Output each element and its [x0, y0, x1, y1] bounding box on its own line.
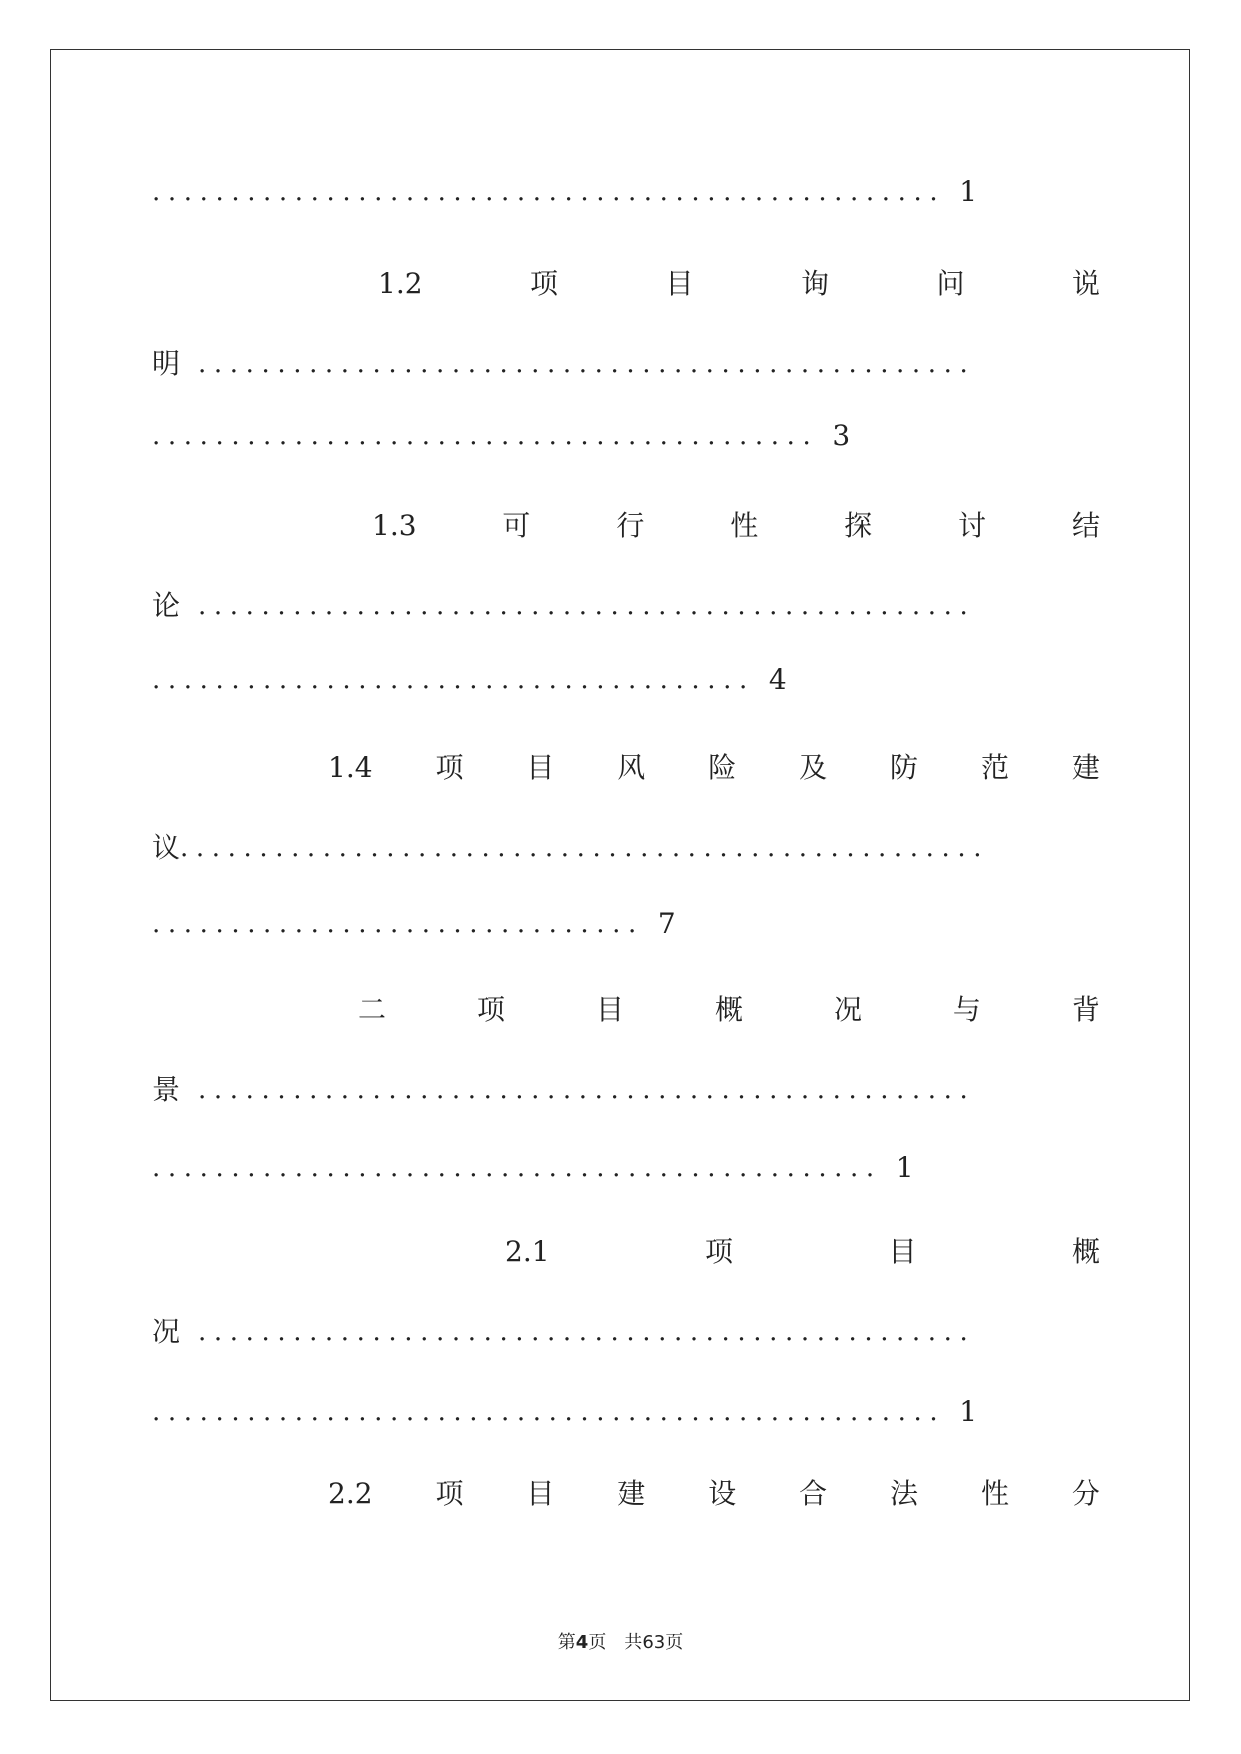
- dot-leader: ..........................................: [152, 421, 819, 451]
- title-char: 项: [530, 267, 559, 300]
- page-footer: [0, 1628, 1241, 1654]
- title-char: 行: [616, 509, 645, 542]
- toc-leader-line: [152, 172, 1100, 212]
- dot-leader: ..................................................: [152, 1397, 946, 1427]
- title-char: 讨: [958, 509, 987, 542]
- title-char: 结: [1071, 509, 1100, 542]
- dot-leader: ..............................................: [152, 1153, 882, 1183]
- title-char: 建: [1071, 751, 1100, 784]
- toc-leader-line: [152, 1392, 1100, 1432]
- title-char: 议: [152, 831, 181, 864]
- title-char: 背: [1071, 993, 1100, 1026]
- section-number: 1.4: [328, 751, 373, 784]
- title-char: 概: [1071, 1235, 1100, 1268]
- toc-title-line: [358, 990, 1100, 1030]
- toc-title-line: [378, 264, 1100, 304]
- title-char: 建: [617, 1477, 646, 1510]
- toc-leader-line: [152, 660, 1100, 700]
- title-char: 设: [708, 1477, 737, 1510]
- page-number: 7: [657, 907, 676, 940]
- title-char: 风: [617, 751, 646, 784]
- title-char: 论: [152, 589, 181, 622]
- toc-title-line: [328, 748, 1100, 788]
- toc-title-line: [505, 1232, 1100, 1272]
- dot-leader: .................................................: [198, 1075, 976, 1105]
- title-char: 景: [152, 1073, 181, 1106]
- title-char: 性: [730, 509, 759, 542]
- page-number: 1: [959, 1395, 978, 1428]
- toc-label-line: [152, 1312, 1100, 1352]
- footer-mid: 页 共: [588, 1632, 643, 1653]
- title-char: 目: [526, 751, 555, 784]
- dot-leader: ...................................................: [180, 833, 990, 863]
- footer-suffix: 页: [665, 1632, 684, 1653]
- title-char: 概: [714, 993, 743, 1026]
- title-char: 与: [952, 993, 981, 1026]
- title-char: 说: [1071, 267, 1100, 300]
- dot-leader: .................................................: [198, 591, 976, 621]
- dot-leader: .................................................: [198, 1317, 976, 1347]
- title-char: 防: [890, 751, 919, 784]
- title-char: 险: [708, 751, 737, 784]
- title-char: 探: [844, 509, 873, 542]
- title-char: 目: [888, 1235, 917, 1268]
- title-char: 合: [799, 1477, 828, 1510]
- title-char: 询: [800, 267, 829, 300]
- title-char: 范: [980, 751, 1009, 784]
- current-page-number: 4: [575, 1632, 589, 1653]
- title-char: 可: [502, 509, 531, 542]
- toc-label-line: [152, 828, 1100, 868]
- toc-label-line: [152, 1070, 1100, 1110]
- title-char: 项: [705, 1235, 734, 1268]
- title-char: 明: [152, 347, 181, 380]
- title-char: 目: [665, 267, 694, 300]
- toc-label-line: [152, 344, 1100, 384]
- title-char: 分: [1071, 1477, 1100, 1510]
- toc-leader-line: [152, 416, 1100, 456]
- title-char: 项: [435, 1477, 464, 1510]
- toc-title-line: [372, 506, 1100, 546]
- title-char: 项: [435, 751, 464, 784]
- dot-leader: ..................................................: [152, 177, 946, 207]
- dot-leader: ......................................: [152, 665, 755, 695]
- footer-prefix: 第: [557, 1632, 576, 1653]
- title-char: 项: [476, 993, 505, 1026]
- section-number: 2.2: [328, 1477, 373, 1510]
- section-number: 1.3: [372, 509, 417, 542]
- toc-label-line: [152, 586, 1100, 626]
- toc-title-line: [328, 1474, 1100, 1514]
- toc-leader-line: [152, 904, 1100, 944]
- toc-leader-line: [152, 1148, 1100, 1188]
- title-char: 目: [526, 1477, 555, 1510]
- title-char: 性: [980, 1477, 1009, 1510]
- page-number: 1: [959, 175, 978, 208]
- title-char: 法: [890, 1477, 919, 1510]
- title-char: 及: [799, 751, 828, 784]
- section-number: 二: [358, 993, 387, 1026]
- dot-leader: ...............................: [152, 909, 644, 939]
- total-page-count: 63: [642, 1632, 666, 1653]
- page-number: 3: [832, 419, 851, 452]
- title-char: 况: [833, 993, 862, 1026]
- page-number: 1: [895, 1151, 914, 1184]
- page-number: 4: [768, 663, 787, 696]
- title-char: 目: [595, 993, 624, 1026]
- dot-leader: .................................................: [198, 349, 976, 379]
- title-char: 况: [152, 1315, 181, 1348]
- section-number: 1.2: [378, 267, 423, 300]
- title-char: 问: [936, 267, 965, 300]
- section-number: 2.1: [505, 1235, 550, 1268]
